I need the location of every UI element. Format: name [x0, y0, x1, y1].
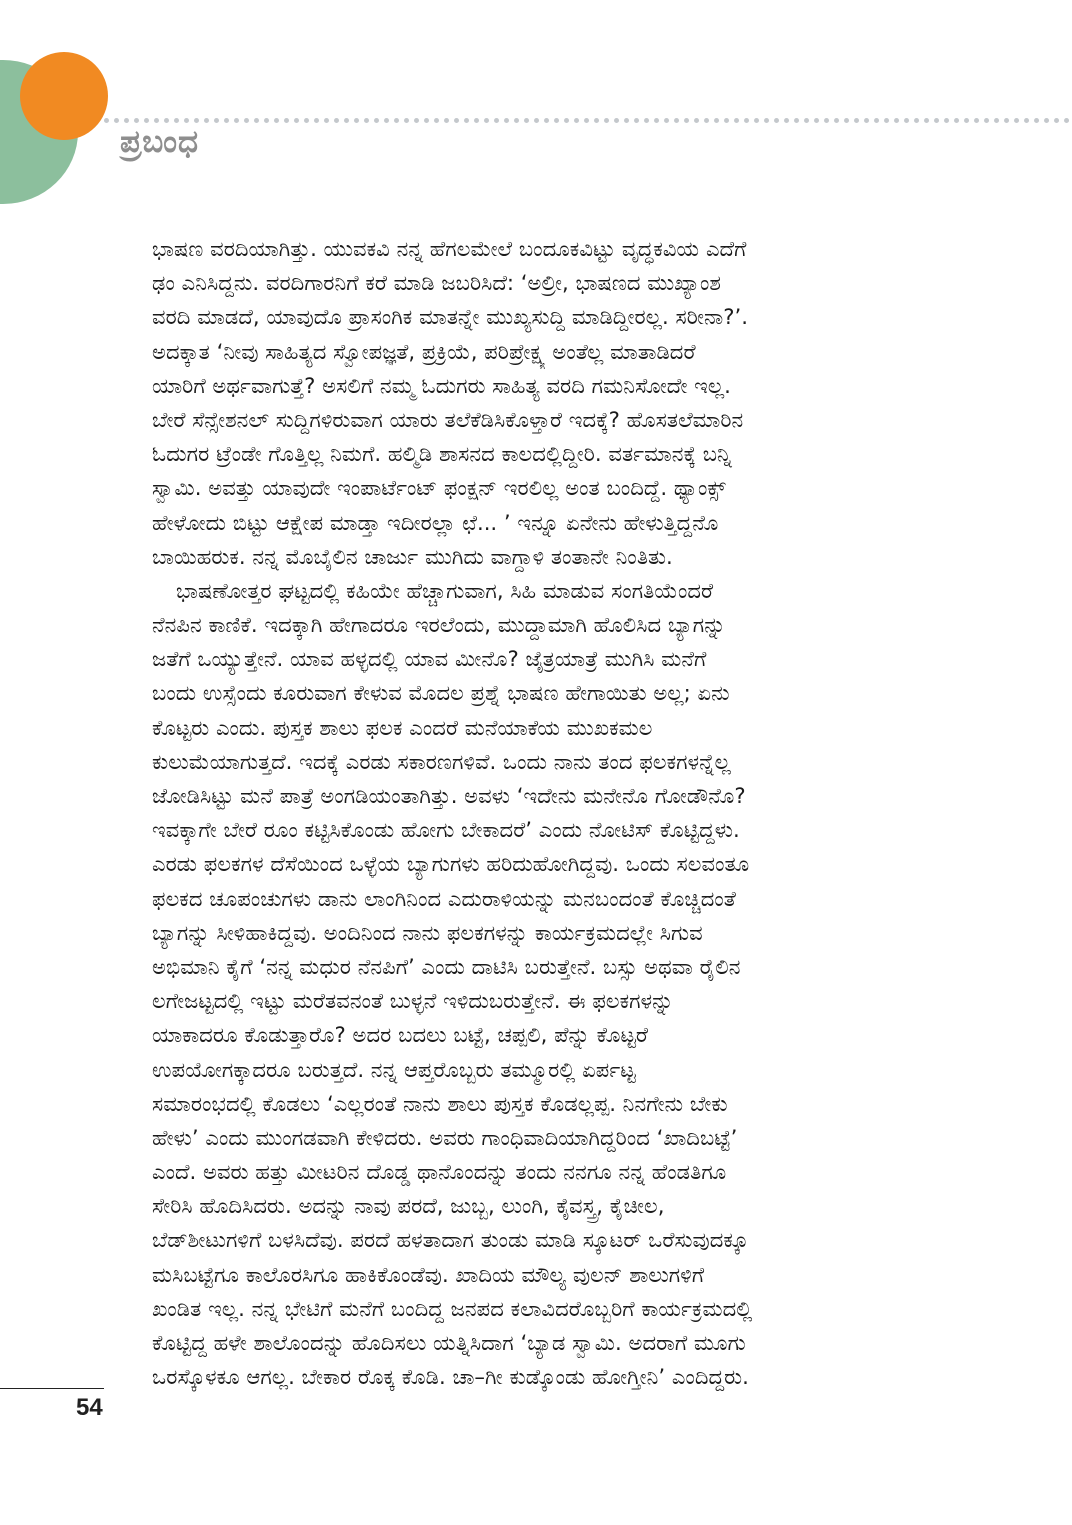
paragraph-start-line: ಭಾಷಣೋತ್ತರ ಘಟ್ಟದಲ್ಲಿ ಕಹಿಯೇ ಹೆಚ್ಚಾಗುವಾಗ, ಸಿಹಿ ಮಾಡುವ ಸಂಗತಿಯೆಂದರೆ — [176, 577, 714, 603]
text-line: ಇವಕ್ಕಾಗೇ ಬೇರೆ ರೂಂ ಕಟ್ಟಿಸಿಕೊಂಡು ಹೋಗು ಬೇಕಾದರೆ’ ಎಂದು ನೋಟಿಸ್ ಕೊಟ್ಟಿದ್ದಳು. — [152, 817, 740, 843]
footer-rule — [0, 1388, 104, 1389]
text-line: ಖಂಡಿತ ಇಲ್ಲ. ನನ್ನ ಭೇಟಿಗೆ ಮನೆಗೆ ಬಂದಿದ್ದ ಜನಪದ ಕಲಾವಿದರೊಬ್ಬರಿಗೆ ಕಾರ್ಯಕ್ರಮದಲ್ಲಿ — [152, 1295, 753, 1321]
section-title: ಪ್ರಬಂಧ — [120, 124, 199, 160]
text-line: ಬಂದು ಉಸ್ಸೆಂದು ಕೂರುವಾಗ ಕೇಳುವ ಮೊದಲ ಪ್ರಶ್ನೆ ಭಾಷಣ ಹೇಗಾಯಿತು ಅಲ್ಲ; ಏನು — [152, 680, 730, 706]
text-line: ವರದಿ ಮಾಡದೆ, ಯಾವುದೊ ಪ್ರಾಸಂಗಿಕ ಮಾತನ್ನೇ ಮುಖ್ಯಸುದ್ದಿ ಮಾಡಿದ್ದೀರಲ್ಲ. ಸರೀನಾ?’. — [152, 304, 748, 330]
text-line: ಸೇರಿಸಿ ಹೊದಿಸಿದರು. ಅದನ್ನು ನಾವು ಪರದೆ, ಜುಬ್ಬ, ಲುಂಗಿ, ಕೈವಸ್ತ್ರ, ಕೈಚೀಲ, — [152, 1193, 665, 1219]
text-line: ಜತೆಗೆ ಒಯ್ಯುತ್ತೇನೆ. ಯಾವ ಹಳ್ಳದಲ್ಲಿ ಯಾವ ಮೀನೊ? ಜೈತ್ರಯಾತ್ರೆ ಮುಗಿಸಿ ಮನೆಗೆ — [152, 646, 707, 672]
text-line: ಕೊಟ್ಟರು ಎಂದು. ಪುಸ್ತಕ ಶಾಲು ಫಲಕ ಎಂದರೆ ಮನೆಯಾಕೆಯ ಮುಖಕಮಲ — [152, 714, 653, 740]
text-line: ಅಭಿಮಾನಿ ಕೈಗೆ ‘ನನ್ನ ಮಧುರ ನೆನಪಿಗೆ’ ಎಂದು ದಾಟಿಸಿ ಬರುತ್ತೇನೆ. ಬಸ್ಸು ಅಥವಾ ರೈಲಿನ — [152, 953, 741, 979]
text-line: ಫಲಕದ ಚೂಪಂಚುಗಳು ಡಾನು ಲಾಂಗಿನಿಂದ ಎದುರಾಳಿಯನ್ನು ಮನಬಂದಂತೆ ಕೊಚ್ಚಿದಂತೆ — [152, 885, 736, 911]
text-line: ಢಂ ಎನಿಸಿದ್ದನು. ವರದಿಗಾರನಿಗೆ ಕರೆ ಮಾಡಿ ಜಬರಿಸಿದೆ: ‘ಅಲ್ರೀ, ಭಾಷಣದ ಮುಖ್ಯಾಂಶ — [152, 270, 722, 296]
text-line: ಹೇಳೋದು ಬಿಟ್ಟು ಆಕ್ಷೇಪ ಮಾಡ್ತಾ ಇದೀರಲ್ಲಾ ಛೆ... ’ ಇನ್ನೂ ಏನೇನು ಹೇಳುತ್ತಿದ್ದನೊ — [152, 509, 719, 535]
text-line: ಯಾಕಾದರೂ ಕೊಡುತ್ತಾರೊ? ಅದರ ಬದಲು ಬಟ್ಟೆ, ಚಪ್ಪಲಿ, ಪೆನ್ನು ಕೊಟ್ಟರೆ — [152, 1022, 648, 1048]
text-line: ಜೋಡಿಸಿಟ್ಟು ಮನೆ ಪಾತ್ರೆ ಅಂಗಡಿಯಂತಾಗಿತ್ತು. ಅವಳು ‘ಇದೇನು ಮನೇನೊ ಗೋಡೌನೊ? — [152, 783, 746, 808]
text-line: ಉಪಯೋಗಕ್ಕಾದರೂ ಬರುತ್ತದೆ. ನನ್ನ ಆಪ್ತರೊಬ್ಬರು ತಮ್ಮೂರಲ್ಲಿ ಏರ್ಪಟ್ಟ — [152, 1056, 636, 1082]
text-line: ಭಾಷಣ ವರದಿಯಾಗಿತ್ತು. ಯುವಕವಿ ನನ್ನ ಹೆಗಲಮೇಲೆ ಬಂದೂಕವಿಟ್ಟು ವೃದ್ಧಕವಿಯ ಎದೆಗೆ — [152, 236, 747, 261]
text-line: ಸ್ವಾಮಿ. ಅವತ್ತು ಯಾವುದೇ ಇಂಪಾರ್ಟೆಂಟ್ ಫಂಕ್ಷನ್ ಇರಲಿಲ್ಲ ಅಂತ ಬಂದಿದ್ದೆ. ಥ್ಯಾಂಕ್ಸ್ — [152, 475, 726, 501]
header-dotted-rule — [104, 118, 1070, 123]
page-number: 54 — [76, 1394, 103, 1421]
orange-decor-circle — [20, 52, 108, 140]
text-line: ಕುಲುಮೆಯಾಗುತ್ತದೆ. ಇದಕ್ಕೆ ಎರಡು ಸಕಾರಣಗಳಿವೆ. ಒಂದು ನಾನು ತಂದ ಫಲಕಗಳನ್ನೆಲ್ಲ — [152, 748, 731, 774]
text-line: ಸಮಾರಂಭದಲ್ಲಿ ಕೊಡಲು ‘ಎಲ್ಲರಂತೆ ನಾನು ಶಾಲು ಪುಸ್ತಕ ಕೊಡಲ್ಲಪ್ಪ. ನಿನಗೇನು ಬೇಕು — [152, 1090, 728, 1116]
text-line: ಬ್ಯಾಗನ್ನು ಸೀಳಿಹಾಕಿದ್ದವು. ಅಂದಿನಿಂದ ನಾನು ಫಲಕಗಳನ್ನು ಕಾರ್ಯಕ್ರಮದಲ್ಲೇ ಸಿಗುವ — [152, 919, 703, 945]
text-line: ಎಂದೆ. ಅವರು ಹತ್ತು ಮೀಟರಿನ ದೊಡ್ಡ ಥಾನೊಂದನ್ನು ತಂದು ನನಗೂ ನನ್ನ ಹೆಂಡತಿಗೂ — [152, 1159, 727, 1185]
text-line: ಬಾಯಿಹರುಕ. ನನ್ನ ಮೊಬೈಲಿನ ಚಾರ್ಜು ಮುಗಿದು ವಾಗ್ದಾಳಿ ತಂತಾನೇ ನಿಂತಿತು. — [152, 543, 673, 569]
text-line: ಎರಡು ಫಲಕಗಳ ದೆಸೆಯಿಂದ ಒಳ್ಳೆಯ ಬ್ಯಾಗುಗಳು ಹರಿದುಹೋಗಿದ್ದವು. ಒಂದು ಸಲವಂತೂ — [152, 851, 750, 877]
text-line: ಹೇಳು’ ಎಂದು ಮುಂಗಡವಾಗಿ ಕೇಳಿದರು. ಅವರು ಗಾಂಧಿವಾದಿಯಾಗಿದ್ದರಿಂದ ‘ಖಾದಿಬಟ್ಟೆ’ — [152, 1124, 738, 1150]
text-line: ಅದಕ್ಕಾತ ‘ನೀವು ಸಾಹಿತ್ಯದ ಸ್ವೋಪಜ್ಞತೆ, ಪ್ರಕ್ರಿಯೆ, ಪರಿಪ್ರೇಕ್ಷ್ಯ ಅಂತೆಲ್ಲ ಮಾತಾಡಿದರೆ — [152, 338, 696, 364]
text-line: ಬೆಡ್‌ಶೀಟುಗಳಿಗೆ ಬಳಸಿದೆವು. ಪರದೆ ಹಳತಾದಾಗ ತುಂಡು ಮಾಡಿ ಸ್ಕೂಟರ್ ಒರೆಸುವುದಕ್ಕೂ — [152, 1227, 749, 1253]
text-line: ಬೇರೆ ಸೆನ್ಸೇಶನಲ್ ಸುದ್ದಿಗಳಿರುವಾಗ ಯಾರು ತಲೆಕೆಡಿಸಿಕೊಳ್ತಾರೆ ಇದಕ್ಕೆ? ಹೊಸತಲೆಮಾರಿನ — [152, 406, 744, 432]
article-body — [152, 232, 912, 1394]
text-line: ಒರಸ್ಕೊಳಕೂ ಆಗಲ್ಲ. ಬೇಕಾರ ರೊಕ್ಕ ಕೊಡಿ. ಚಾ–ಗೀ ಕುಡ್ಕೊಂಡು ಹೋಗ್ತೀನಿ’ ಎಂದಿದ್ದರು. — [152, 1364, 749, 1390]
text-line: ಕೊಟ್ಟಿದ್ದ ಹಳೇ ಶಾಲೊಂದನ್ನು ಹೊದಿಸಲು ಯತ್ನಿಸಿದಾಗ ‘ಬ್ಯಾಡ ಸ್ವಾಮಿ. ಅದರಾಗೆ ಮೂಗು — [152, 1330, 746, 1355]
text-line: ಓದುಗರ ಟ್ರೆಂಡೇ ಗೊತ್ತಿಲ್ಲ ನಿಮಗೆ. ಹಲ್ಮಿಡಿ ಶಾಸನದ ಕಾಲದಲ್ಲಿದ್ದೀರಿ. ವರ್ತಮಾನಕ್ಕೆ ಬನ್ನಿ — [152, 441, 732, 467]
text-line: ಯಾರಿಗೆ ಅರ್ಥವಾಗುತ್ತೆ? ಅಸಲಿಗೆ ನಮ್ಮ ಓದುಗರು ಸಾಹಿತ್ಯ ವರದಿ ಗಮನಿಸೋದೇ ಇಲ್ಲ. — [152, 372, 731, 398]
text-line: ಲಗೇಜಟ್ಟದಲ್ಲಿ ಇಟ್ಟು ಮರೆತವನಂತೆ ಬುಳ್ಳನೆ ಇಳಿದುಬರುತ್ತೇನೆ. ಈ ಫಲಕಗಳನ್ನು — [152, 988, 674, 1014]
text-line: ಮಸಿಬಟ್ಟೆಗೂ ಕಾಲೊರಸಿಗೂ ಹಾಕಿಕೊಂಡೆವು. ಖಾದಿಯ ಮೌಲ್ಯ ವುಲನ್ ಶಾಲುಗಳಿಗೆ — [152, 1261, 705, 1287]
text-line: ನೆನಪಿನ ಕಾಣಿಕೆ. ಇದಕ್ಕಾಗಿ ಹೇಗಾದರೂ ಇರಲೆಂದು, ಮುದ್ದಾಮಾಗಿ ಹೊಲಿಸಿದ ಬ್ಯಾಗನ್ನು — [152, 612, 726, 638]
